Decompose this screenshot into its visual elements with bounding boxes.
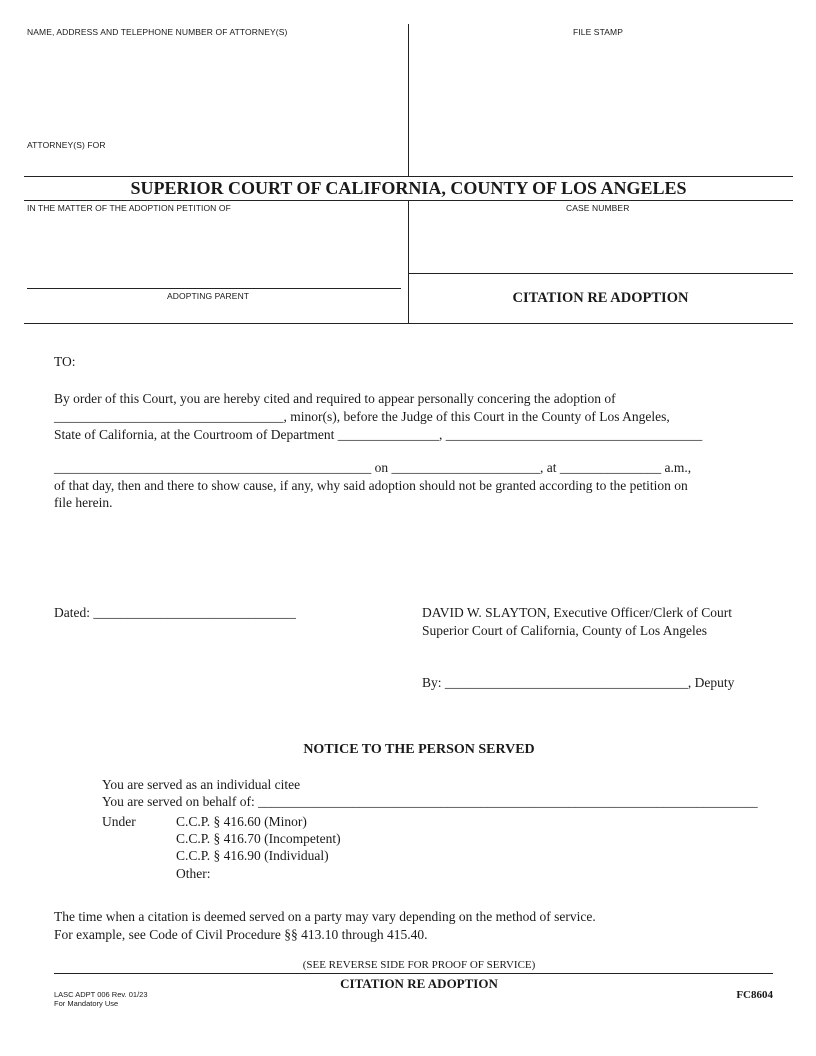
- service-note-line-1: The time when a citation is deemed served on a party may vary depending on the method of service.: [54, 909, 596, 924]
- option-individual: C.C.P. § 416.90 (Individual): [176, 848, 329, 863]
- deputy-signature-line: By: ____________________________________, Deputy: [422, 675, 735, 690]
- mandatory-use: For Mandatory Use: [54, 999, 119, 1008]
- notice-title: NOTICE TO THE PERSON SERVED: [303, 742, 535, 757]
- court-title: SUPERIOR COURT OF CALIFORNIA, COUNTY OF LOS ANGELES: [130, 178, 687, 198]
- dated-field: Dated: ______________________________: [54, 605, 296, 620]
- form-code: LASC ADPT 006 Rev. 01/23: [54, 990, 148, 999]
- adopting-parent-label: ADOPTING PARENT: [167, 291, 250, 301]
- clerk-court: Superior Court of California, County of Los Angeles: [422, 623, 707, 638]
- form-number: FC8604: [736, 989, 773, 1001]
- footer-title: CITATION RE ADOPTION: [340, 976, 498, 991]
- header-divider: [408, 24, 409, 176]
- option-minor: C.C.P. § 416.60 (Minor): [176, 814, 307, 829]
- option-other: Other:: [176, 866, 211, 881]
- appearance-line-1: _______________________________________________ on ______________________, at _______________ a.m.,: [54, 460, 692, 475]
- form-title: CITATION RE ADOPTION: [512, 290, 689, 306]
- attorney-label: NAME, ADDRESS AND TELEPHONE NUMBER OF ATTORNEY(S): [27, 27, 288, 37]
- case-number-label: CASE NUMBER: [566, 203, 630, 213]
- to-label: TO:: [54, 354, 76, 369]
- matter-label: IN THE MATTER OF THE ADOPTION PETITION OF: [27, 203, 231, 213]
- footer-rule: [54, 973, 773, 974]
- notice-individual: You are served as an individual citee: [102, 777, 301, 792]
- order-line-3: State of California, at the Courtroom of Department _______________, ______________________________________: [54, 427, 703, 442]
- clerk-name: DAVID W. SLAYTON, Executive Officer/Clerk of Court: [422, 605, 732, 620]
- option-incompetent: C.C.P. § 416.70 (Incompetent): [176, 831, 341, 846]
- header-bottom-rule: [24, 323, 793, 324]
- appearance-line-3: file herein.: [54, 495, 113, 510]
- appearance-line-2: of that day, then and there to show cause, if any, why said adoption should not be granted according to the petition on: [54, 478, 688, 493]
- adopting-parent-line: [27, 288, 401, 289]
- notice-on-behalf: You are served on behalf of: __________________________________________________________________________: [102, 794, 758, 809]
- case-number-box-bottom: [408, 273, 793, 274]
- order-line-2: __________________________________, minor(s), before the Judge of this Court in the County of Los Angeles,: [54, 409, 670, 424]
- reverse-side-note: (SEE REVERSE SIDE FOR PROOF OF SERVICE): [302, 959, 536, 971]
- service-note-line-2: For example, see Code of Civil Procedure §§ 413.10 through 415.40.: [54, 927, 428, 942]
- notice-under-label: Under: [102, 814, 136, 829]
- order-line-1: By order of this Court, you are hereby cited and required to appear personally concering the adoption of: [54, 391, 616, 406]
- file-stamp-label: FILE STAMP: [573, 27, 623, 37]
- rule-above-court-title: [24, 176, 793, 177]
- attorney-for-label: ATTORNEY(S) FOR: [27, 140, 106, 150]
